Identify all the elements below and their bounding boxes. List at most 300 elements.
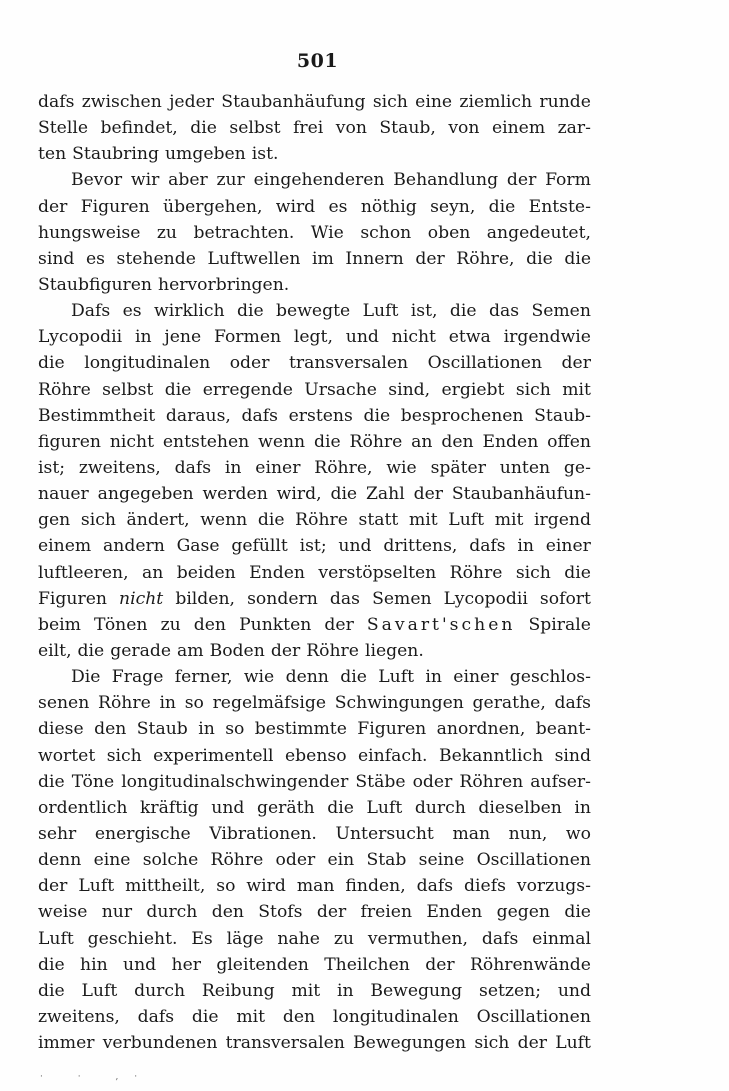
word: den [211, 902, 244, 923]
word: wirklich [154, 301, 225, 322]
word: Bewegungen [353, 1033, 467, 1054]
word: von [335, 118, 367, 139]
word: und [557, 980, 591, 1001]
text-line [38, 507, 591, 533]
word: in [574, 797, 591, 818]
word: Tönen [94, 614, 148, 635]
word: finden, [345, 876, 406, 897]
word: wenn [200, 510, 248, 531]
word: immer [38, 1033, 95, 1054]
text-line [38, 377, 591, 403]
word: die [191, 1006, 219, 1027]
word: ten [38, 144, 67, 165]
text-line [38, 586, 591, 612]
word: stehende [116, 248, 196, 269]
word: Röhre [349, 431, 403, 452]
word: geschlos- [509, 667, 591, 688]
word: Oscillationen [427, 353, 543, 374]
word: andern [103, 536, 165, 557]
word: dafs [554, 693, 591, 714]
word: Ursache [304, 379, 377, 400]
word: zwischen [81, 92, 162, 112]
word: wir [130, 170, 160, 191]
word: weise [38, 902, 88, 923]
word: der [561, 353, 591, 374]
word: Staubring [72, 144, 159, 165]
word: Staubfiguren [38, 274, 152, 295]
word: Dafs [71, 301, 111, 322]
word: erregende [202, 379, 293, 400]
word: eilt, [38, 640, 72, 661]
word: experimentell [153, 745, 274, 766]
word: beim [38, 614, 81, 635]
word: wird [275, 196, 316, 217]
word: Stelle [38, 118, 89, 139]
word: die [38, 353, 65, 374]
word: anordnen, [436, 719, 526, 740]
word: transversalen [225, 1033, 345, 1054]
word: setzen; [479, 980, 541, 1001]
word: geschieht. [87, 928, 178, 949]
word: oder [412, 771, 453, 792]
text-line [38, 272, 591, 298]
word: an [411, 431, 433, 452]
word: so [184, 693, 204, 714]
word: in [517, 536, 534, 557]
text-line [38, 926, 591, 952]
word: energische [94, 823, 191, 844]
word: nur [101, 902, 133, 923]
word: nicht [109, 431, 155, 452]
word: Form [545, 170, 591, 191]
word: Gase [176, 536, 220, 557]
text-line [38, 455, 591, 481]
text-line [38, 873, 591, 899]
word: ordentlich [38, 797, 128, 818]
word: zur [216, 170, 245, 191]
word: gefüllt [231, 536, 288, 557]
word: Röhren [459, 771, 524, 792]
word: vorzugs- [516, 876, 591, 897]
word: sind, [388, 379, 431, 400]
word: Stofs [258, 902, 303, 923]
word: dafs [174, 457, 212, 478]
word: selbst [229, 118, 281, 139]
word: frei [293, 118, 324, 139]
text-line [38, 612, 591, 638]
word: geräth [257, 797, 315, 818]
word: Formen [213, 327, 282, 348]
word: zu [333, 928, 354, 949]
word: angedeutet, [486, 222, 591, 243]
word: Theilchen [324, 954, 410, 975]
word: zu [160, 614, 181, 635]
text-line [38, 89, 591, 115]
word: Reibung [201, 980, 275, 1001]
word: in [224, 457, 242, 478]
word: betrachten. [193, 222, 295, 243]
word: die [488, 196, 516, 217]
text-line [38, 978, 591, 1004]
word: ebenso [284, 745, 347, 766]
word: oder [275, 850, 316, 871]
text-line [38, 115, 591, 141]
word: wie [386, 457, 417, 478]
scan-specks: · · ,· [40, 1072, 154, 1082]
text-line [38, 350, 591, 376]
word: ein [327, 850, 355, 871]
word: wird [246, 876, 286, 897]
word: ändert, [126, 510, 190, 531]
word: hungsweise [38, 222, 141, 243]
word: später [430, 457, 486, 478]
word: Punkten [239, 614, 312, 635]
word: Semen [372, 588, 432, 609]
word: einmal [532, 928, 591, 949]
word: Lycopodii [38, 327, 123, 348]
text-line [38, 952, 591, 978]
word: Luft [555, 1033, 591, 1054]
word: diefs [464, 876, 506, 897]
word: solche [142, 850, 199, 871]
word: einer [545, 536, 591, 557]
word: Luft [81, 980, 118, 1001]
word: der [316, 902, 347, 923]
word: eingehenderen [253, 170, 385, 191]
word: wo [565, 823, 591, 844]
word: und [211, 797, 245, 818]
word: dafs [469, 536, 506, 557]
word: umgeben [164, 144, 246, 165]
text-line [38, 743, 591, 769]
text-line [38, 194, 591, 220]
word: dieselben [478, 797, 562, 818]
word: mit [408, 510, 438, 531]
word: nun, [508, 823, 548, 844]
word: es [328, 196, 348, 217]
word: an [142, 562, 164, 583]
word: verbundenen [102, 1033, 218, 1054]
word: Luftwellen [207, 248, 301, 269]
word: bewegte [276, 301, 351, 322]
word: Enden [249, 562, 305, 583]
word: Es [191, 928, 213, 949]
word: nauer [38, 484, 89, 505]
word: Röhre [210, 850, 264, 871]
word: schon [360, 222, 412, 243]
word: bilden, [175, 588, 236, 609]
word: ist, [410, 301, 438, 322]
word: ist. [251, 144, 279, 165]
word: das [329, 588, 360, 609]
word: freien [360, 902, 413, 923]
word: besprochenen [400, 405, 524, 426]
word: der [38, 196, 68, 217]
word: übergehen, [163, 196, 263, 217]
word: sofort [539, 588, 591, 609]
word: regelmäfsige [212, 693, 327, 714]
text-line [38, 795, 591, 821]
word: die [564, 902, 591, 923]
word: läge [226, 928, 264, 949]
word: der [38, 876, 68, 897]
word: Spirale [528, 614, 591, 635]
word: einer [453, 667, 499, 688]
word: von [448, 118, 480, 139]
word: und [338, 536, 372, 557]
word: die [38, 980, 65, 1001]
word: der [517, 1033, 547, 1054]
word: der [425, 954, 455, 975]
word: bestimmte [254, 719, 347, 740]
word: Bewegung [370, 980, 463, 1001]
word: durch [146, 902, 198, 923]
word: wortet [38, 745, 96, 766]
word: Bevor [71, 170, 123, 191]
word: zweitens, [78, 457, 161, 478]
word: eine [415, 92, 453, 112]
word: ziemlich [459, 92, 533, 112]
word: werden [202, 484, 268, 505]
word: jeder [169, 92, 214, 112]
word: longitudinalen [84, 353, 211, 374]
word: Stäbe [355, 771, 406, 792]
word: so [225, 719, 245, 740]
word: so [216, 876, 236, 897]
word: sich [474, 1033, 510, 1054]
word: den [282, 1006, 316, 1027]
word: durch [134, 980, 186, 1001]
word: die [330, 484, 358, 505]
word: sind [38, 248, 75, 269]
word: luftleeren, [38, 562, 129, 583]
word: Figuren [38, 588, 107, 609]
word: zweitens, [38, 1006, 120, 1027]
word: in [198, 719, 215, 740]
word: vermuthen, [367, 928, 468, 949]
word: mit [494, 510, 524, 531]
word: Entste- [528, 196, 591, 217]
word: hervorbringen. [158, 274, 290, 295]
word: Staub- [534, 405, 591, 426]
word: verstöpselten [318, 562, 437, 583]
word: gen [38, 510, 71, 531]
word: wie [243, 667, 275, 688]
word: nöthig [360, 196, 417, 217]
word: am [177, 640, 204, 661]
word: die [236, 301, 264, 322]
text-line [38, 403, 591, 429]
word: nahe [277, 928, 320, 949]
word: hin [80, 954, 108, 975]
word: runde [539, 92, 591, 112]
text-line [38, 298, 591, 324]
word: Röhrenwände [469, 954, 591, 975]
word: das [488, 301, 520, 322]
word: Röhre [306, 640, 359, 661]
word: her [171, 954, 201, 975]
word: Röhre [295, 510, 348, 531]
word: den [193, 614, 226, 635]
word: etwa [448, 327, 491, 348]
word: seine [418, 850, 465, 871]
word: longitudinalschwingender [121, 771, 349, 792]
word: Innern [345, 248, 404, 269]
word: gegen [496, 902, 550, 923]
word: oder [229, 353, 270, 374]
word: daraus, [165, 405, 231, 426]
word: nicht [119, 588, 164, 609]
word: Röhre [38, 379, 91, 400]
word: dafs [241, 405, 278, 426]
word: dafs [38, 92, 75, 112]
word: die [164, 379, 192, 400]
word: Bekanntlich [438, 745, 544, 766]
text-line [38, 664, 591, 690]
word: einem [38, 536, 92, 557]
text-line [38, 533, 591, 559]
word: kräftig [140, 797, 199, 818]
word: gerathe, [472, 693, 546, 714]
text-line [38, 899, 591, 925]
word: in [425, 667, 442, 688]
word: drittens, [383, 536, 458, 557]
word: sich [80, 510, 116, 531]
word: die [38, 954, 65, 975]
word: es [85, 248, 105, 269]
word: ist; [299, 536, 327, 557]
word: nicht [391, 327, 436, 348]
word: Die [71, 667, 101, 688]
word: und [123, 954, 157, 975]
word: der [506, 170, 537, 191]
word: gleitenden [216, 954, 309, 975]
word: die [38, 771, 65, 792]
word: Luft [448, 510, 485, 531]
word: Enden [482, 431, 539, 452]
word: aufser- [530, 771, 591, 792]
word: dafs [481, 928, 519, 949]
word: angegeben [97, 484, 194, 505]
word: liegen. [364, 640, 424, 661]
word: die [314, 431, 341, 452]
word: zar- [557, 118, 591, 139]
word: Enden [426, 902, 483, 923]
word: der [324, 614, 354, 635]
word: Luft [38, 928, 74, 949]
word: sich [372, 92, 408, 112]
text-line [38, 638, 591, 664]
word: dafs [416, 876, 454, 897]
word: oben [427, 222, 471, 243]
word: der [413, 484, 444, 505]
word: aber [168, 170, 208, 191]
text-line [38, 167, 591, 193]
word: Röhre, [314, 457, 373, 478]
word: Frage [111, 667, 164, 688]
word: beant- [535, 719, 591, 740]
word: legt, [293, 327, 333, 348]
word: Luft [78, 876, 115, 897]
text-line [38, 429, 591, 455]
word: in [159, 693, 177, 714]
word: Wie [310, 222, 344, 243]
text-line [38, 220, 591, 246]
word: ge- [563, 457, 591, 478]
word: ergiebt [441, 379, 505, 400]
word: Savart'schen [366, 614, 516, 635]
word: die [363, 405, 391, 426]
word: mit [562, 379, 591, 400]
word: Staub [136, 719, 188, 740]
word: der [415, 248, 445, 269]
word: Oscillationen [476, 1006, 591, 1027]
word: denn [38, 850, 82, 871]
word: es [122, 301, 142, 322]
word: die [449, 301, 477, 322]
word: ferner, [174, 667, 233, 688]
word: in [134, 327, 152, 348]
text-line [38, 847, 591, 873]
word: Figuren [80, 196, 150, 217]
word: Figuren [357, 719, 427, 740]
word: erstens [288, 405, 353, 426]
word: in [336, 980, 354, 1001]
word: entstehen [162, 431, 250, 452]
word: irgendwie [503, 327, 591, 348]
word: Töne [71, 771, 115, 792]
text-line [38, 690, 591, 716]
word: irgend [534, 510, 591, 531]
word: unten [499, 457, 551, 478]
body-text [38, 89, 591, 1056]
word: seyn, [430, 196, 476, 217]
word: Luft [366, 797, 403, 818]
word: sich [515, 379, 551, 400]
text-line [38, 141, 591, 167]
word: mittheilt, [125, 876, 206, 897]
word: selbst [102, 379, 154, 400]
word: ist; [38, 457, 66, 478]
word: man [452, 823, 491, 844]
word: man [296, 876, 335, 897]
word: denn [285, 667, 329, 688]
word: befindet, [100, 118, 178, 139]
word: eine [93, 850, 131, 871]
word: die [77, 640, 105, 661]
word: Oscillationen [476, 850, 591, 871]
word: wenn [258, 431, 306, 452]
word: Staubanhäufung [221, 92, 366, 112]
word: gerade [110, 640, 172, 661]
text-line [38, 560, 591, 586]
word: mit [236, 1006, 266, 1027]
text-line [38, 246, 591, 272]
word: die [340, 667, 367, 688]
word: Staub, [379, 118, 436, 139]
word: die [327, 797, 354, 818]
word: dafs [137, 1006, 175, 1027]
word: figuren [38, 431, 101, 452]
word: die [257, 510, 285, 531]
word: und [345, 327, 379, 348]
word: den [94, 719, 127, 740]
word: longitudinalen [332, 1006, 459, 1027]
word: transversalen [288, 353, 409, 374]
word: mit [291, 980, 321, 1001]
text-line [38, 821, 591, 847]
text-line [38, 481, 591, 507]
